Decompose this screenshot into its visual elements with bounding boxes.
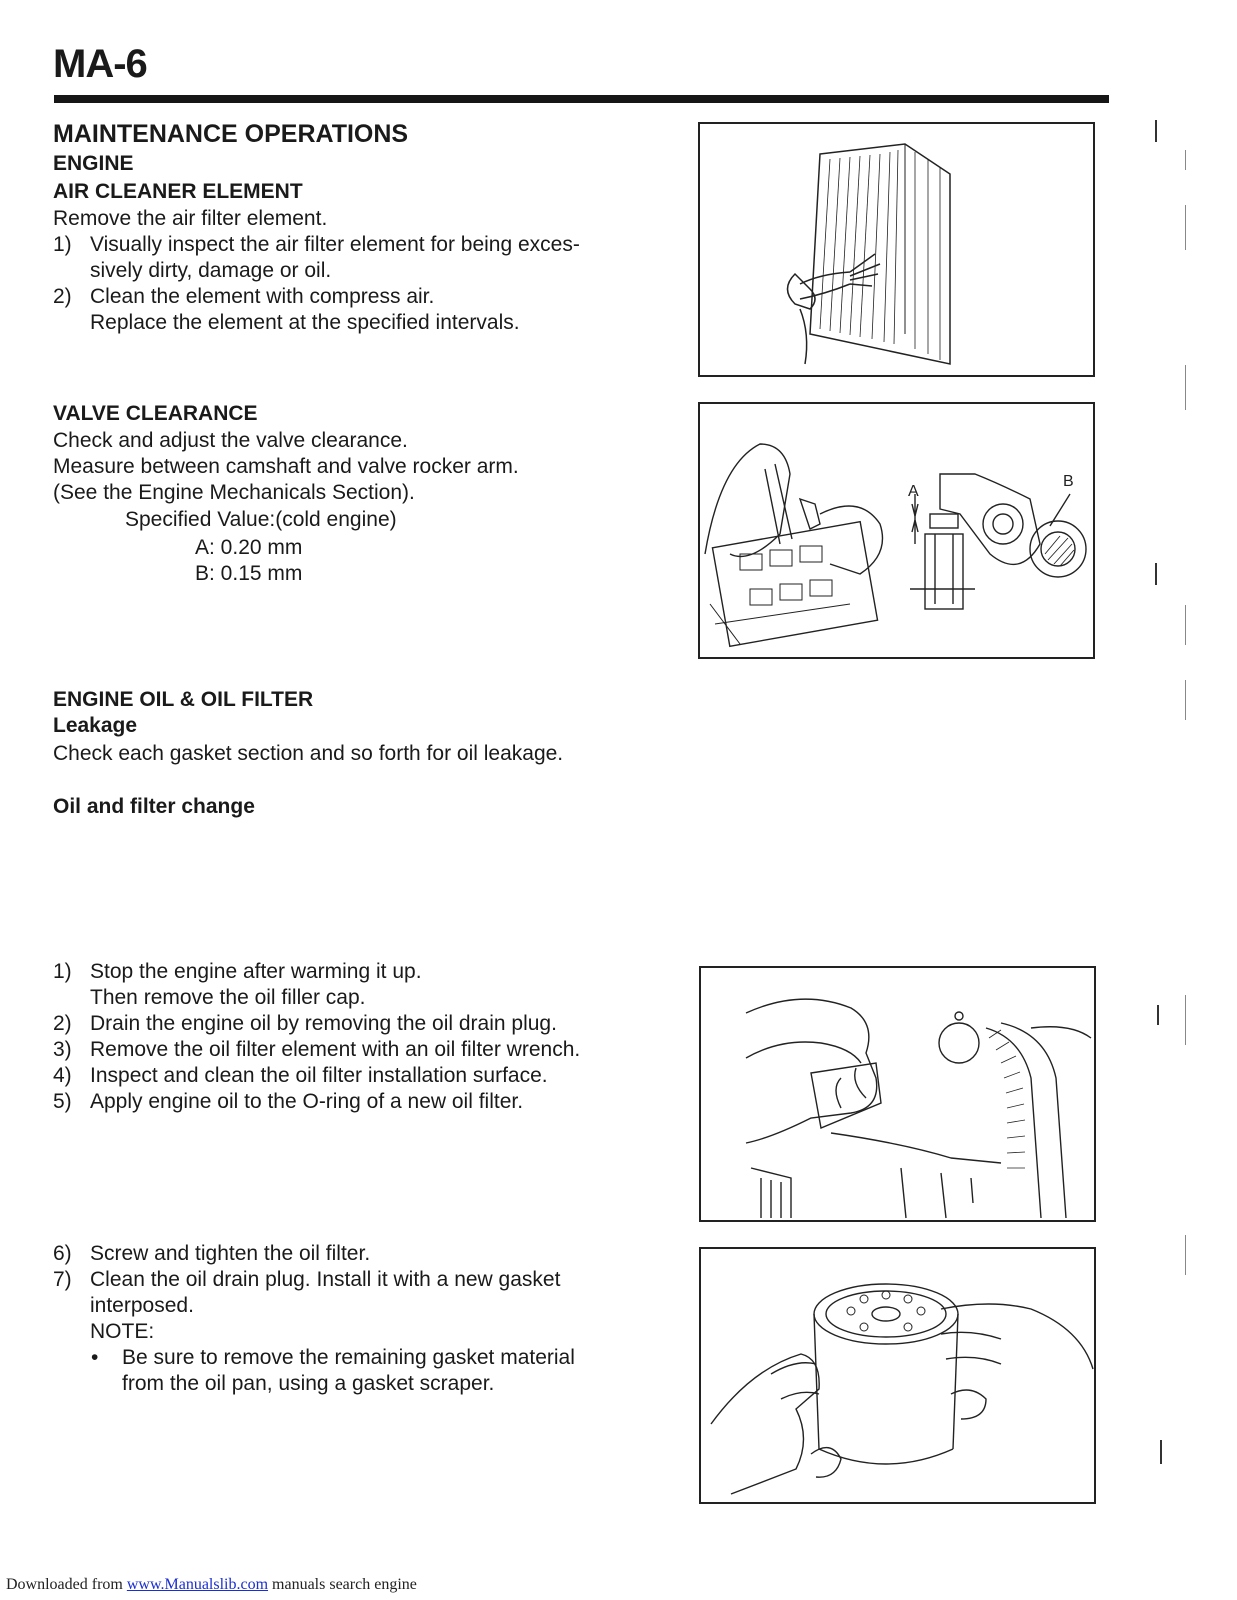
oil-filter-wrench-illustration (699, 966, 1096, 1222)
scan-mark (1155, 563, 1157, 585)
air-cleaner-steps (53, 232, 653, 336)
scan-mark (1185, 365, 1186, 410)
list-item: 6) Screw and tighten the oil filter. (53, 1242, 371, 1265)
scan-mark (1185, 680, 1186, 720)
page-number: MA-6 (53, 42, 147, 86)
valve-clearance-heading: VALVE CLEARANCE (53, 402, 258, 425)
scan-mark (1185, 205, 1186, 250)
list-item: 2) Drain the engine oil by removing the oil drain plug. (53, 1012, 557, 1035)
list-item: 1) Stop the engine after warming it up. Then remove the oil filler cap. (53, 960, 422, 1009)
fig-label-b: B (1063, 473, 1074, 490)
spec-a: A: 0.20 mm (195, 536, 303, 559)
spec-label: Specified Value:(cold engine) (125, 508, 397, 531)
section-title: MAINTENANCE OPERATIONS (53, 120, 409, 148)
bullet: • (91, 1346, 99, 1369)
list-item: 2) Clean the element with compress air. Replace the element at the specified intervals. (53, 285, 520, 334)
manualslib-link[interactable]: www.Manualslib.com (126, 1576, 269, 1593)
valve-line-1: Check and adjust the valve clearance. (53, 429, 408, 452)
scan-mark (1185, 1235, 1186, 1275)
leakage-text: Check each gasket section and so forth for oil leakage. (53, 742, 564, 765)
spec-b: B: 0.15 mm (195, 562, 303, 585)
footer (6, 1576, 417, 1594)
air-cleaner-intro: Remove the air filter element. (53, 207, 328, 230)
list-item: 3) Remove the oil filter element with an oil filter wrench. (53, 1038, 581, 1061)
list-item: 7) Clean the oil drain plug. Install it with a new gasket interposed. (53, 1268, 561, 1317)
note-item: • Be sure to remove the remaining gasket material from the oil pan, using a gasket scraper. (91, 1346, 575, 1395)
air-cleaner-heading: AIR CLEANER ELEMENT (53, 180, 303, 203)
note-label: NOTE: (90, 1320, 155, 1343)
valve-line-2: Measure between camshaft and valve rocker arm. (53, 455, 519, 478)
list-item: 5) Apply engine oil to the O-ring of a new oil filter. (53, 1090, 524, 1113)
fig-label-a: A (908, 483, 919, 500)
valve-line-3: (See the Engine Mechanicals Section). (53, 481, 415, 504)
list-item: 4) Inspect and clean the oil filter installation surface. (53, 1064, 548, 1087)
leakage-heading: Leakage (53, 714, 138, 737)
footer-prefix: Downloaded from (6, 1576, 127, 1593)
scan-mark (1185, 995, 1186, 1045)
scan-mark (1185, 605, 1186, 645)
scan-mark (1157, 1005, 1159, 1025)
engine-oil-heading: ENGINE OIL & OIL FILTER (53, 688, 314, 711)
oil-change-steps-a (53, 959, 653, 1115)
footer-suffix: manuals search engine (268, 1576, 417, 1593)
scan-mark (1160, 1440, 1162, 1464)
oil-change-heading: Oil and filter change (53, 795, 255, 818)
section-subtitle: ENGINE (53, 152, 134, 175)
list-item: 1) Visually inspect the air filter element for being exces- sively dirty, damage or oil. (53, 233, 580, 282)
header-rule (54, 95, 1109, 103)
scan-mark (1155, 120, 1157, 142)
oil-change-steps-b (53, 1241, 653, 1397)
valve-clearance-illustration (698, 402, 1095, 659)
air-filter-illustration (698, 122, 1095, 377)
oil-filter-illustration (699, 1247, 1096, 1504)
scan-mark (1185, 150, 1186, 170)
